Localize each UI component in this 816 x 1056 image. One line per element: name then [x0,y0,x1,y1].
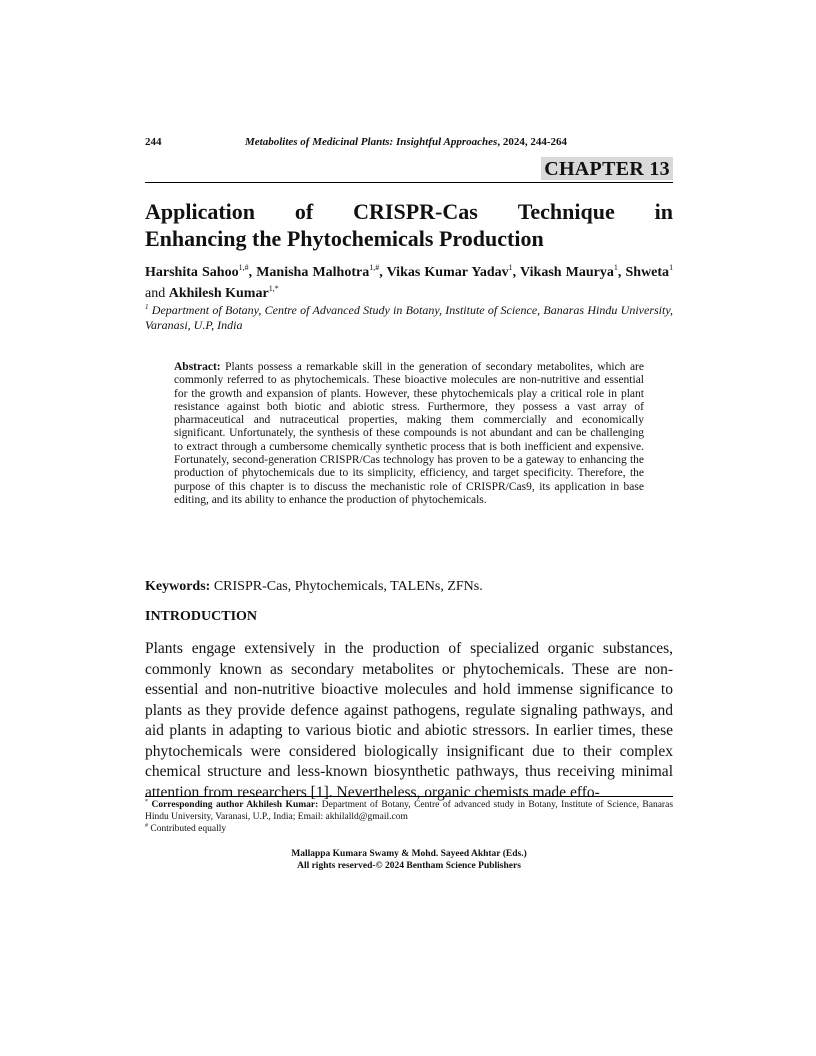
abstract-label: Abstract: [174,361,221,373]
page-number: 244 [145,136,162,148]
affiliation-text: Department of Botany, Centre of Advanced Study in Botany, Institute of Science, Banaras Hindu University, Varanasi, U.P, India [145,303,673,332]
author-separator: , [248,265,257,280]
journal-title: Metabolites of Medicinal Plants: Insightful Approaches [245,136,498,148]
author-list [145,262,673,304]
author-name: Manisha Malhotra [256,265,370,280]
affiliation-mark: 1 [145,303,149,311]
author-affil-mark: 1 [613,263,618,272]
footnote-mark: # [145,823,148,829]
title-line-1 [145,198,673,225]
footnotes [145,799,673,835]
title-word: Technique [517,199,615,224]
abstract-text: Plants possess a remarkable skill in the generation of secondary metabolites, which are commonly referred to as phytochemicals. These bioactive molecules are non-nutritive and essential for the growth and expansion of plants. However, these phytochemicals play a critical role in plant resistance against both biotic and abiotic stress. Furthermore, they possess a vast array of pharmaceutical and nutraceutical properties, making them commercially and economically significant. Unfortunately, the synthesis of these compounds is not abundant and can be challenging to extract through a cumbersome chemically synthetic process that is both inefficient and expensive. Fortunately, second-generation CRISPR/Cas technology has proven to be a gateway to enhancing the production of phytochemicals due to its simplicity, efficiency, and target specificity. Therefore, the purpose of this chapter is to discuss the mechanistic role of CRISPR/Cas9, its application in base editing, and its ability to enhance the production of phytochemicals. [174,361,644,506]
author-affil-mark: 1,# [369,263,380,272]
publisher-info [145,848,673,872]
footnote-mark: * [145,799,148,805]
title-word: of [294,199,314,224]
journal-citation [245,136,567,148]
corresponding-author-label: Corresponding author Akhilesh Kumar: [151,800,319,810]
title-word: Application [145,199,256,224]
author-separator: and [145,286,169,301]
corresponding-author-note [145,799,673,823]
author-name: Vikas Kumar Yadav [386,265,509,280]
contribution-note [145,823,673,835]
chapter-label-wrap [541,158,673,181]
chapter-title [145,198,673,252]
author-affil-mark: 1,* [268,284,279,293]
author-separator: , [512,265,521,280]
author-affil-mark: 1 [508,263,513,272]
rights-line: All rights reserved-© 2024 Bentham Science Publishers [297,861,521,871]
author-name: Shweta [625,265,670,280]
author-affil-mark: 1,# [238,263,249,272]
title-line-2: Enhancing the Phytochemicals Production [145,226,544,251]
author-name: Harshita Sahoo [145,265,239,280]
editors-line: Mallappa Kumara Swamy & Mohd. Sayeed Akhtar (Eds.) [291,849,527,859]
contribution-text: Contributed equally [148,824,227,834]
author-separator: , [379,265,387,280]
author-separator: , [617,265,626,280]
title-word: in [654,199,673,224]
introduction-paragraph: Plants engage extensively in the production of specialized organic substances, commonly known as secondary metabolites or phytochemicals. These are non-essential and non-nutritive bioactive molecules and hold immense significance to plants as they provide defence against pathogens, regulate signaling pathways, and aid plants in adapting to various biotic and abiotic stressors. In earlier times, these phytochemicals were considered biologically insignificant due to their complex chemical structure and less-known biosynthetic pathways, thus receiving minimal attention from researchers [1]. Nevertheless, organic chemists made effo- [145,640,673,801]
journal-volume: , 2024, 244-264 [497,136,567,148]
author-affil-mark: 1 [669,263,674,272]
keywords [145,579,673,595]
keywords-label: Keywords: [145,579,211,594]
abstract [174,361,644,507]
section-heading-introduction: INTRODUCTION [145,609,258,624]
keywords-text: CRISPR-Cas, Phytochemicals, TALENs, ZFNs. [210,579,483,594]
header-rule [145,182,673,183]
author-name: Akhilesh Kumar [168,286,269,301]
title-word: CRISPR-Cas [353,199,478,224]
author-name: Vikash Maurya [520,265,614,280]
corresponding-author-text: Department of Botany, Centre of advanced study in Botany, Institute of Science, Banaras Hindu University, Varanasi, U.P., India; Email: akhilalld@gmail.com [145,800,674,822]
affiliation [145,303,673,333]
chapter-label: CHAPTER 13 [541,157,673,180]
footnote-rule [145,796,673,797]
